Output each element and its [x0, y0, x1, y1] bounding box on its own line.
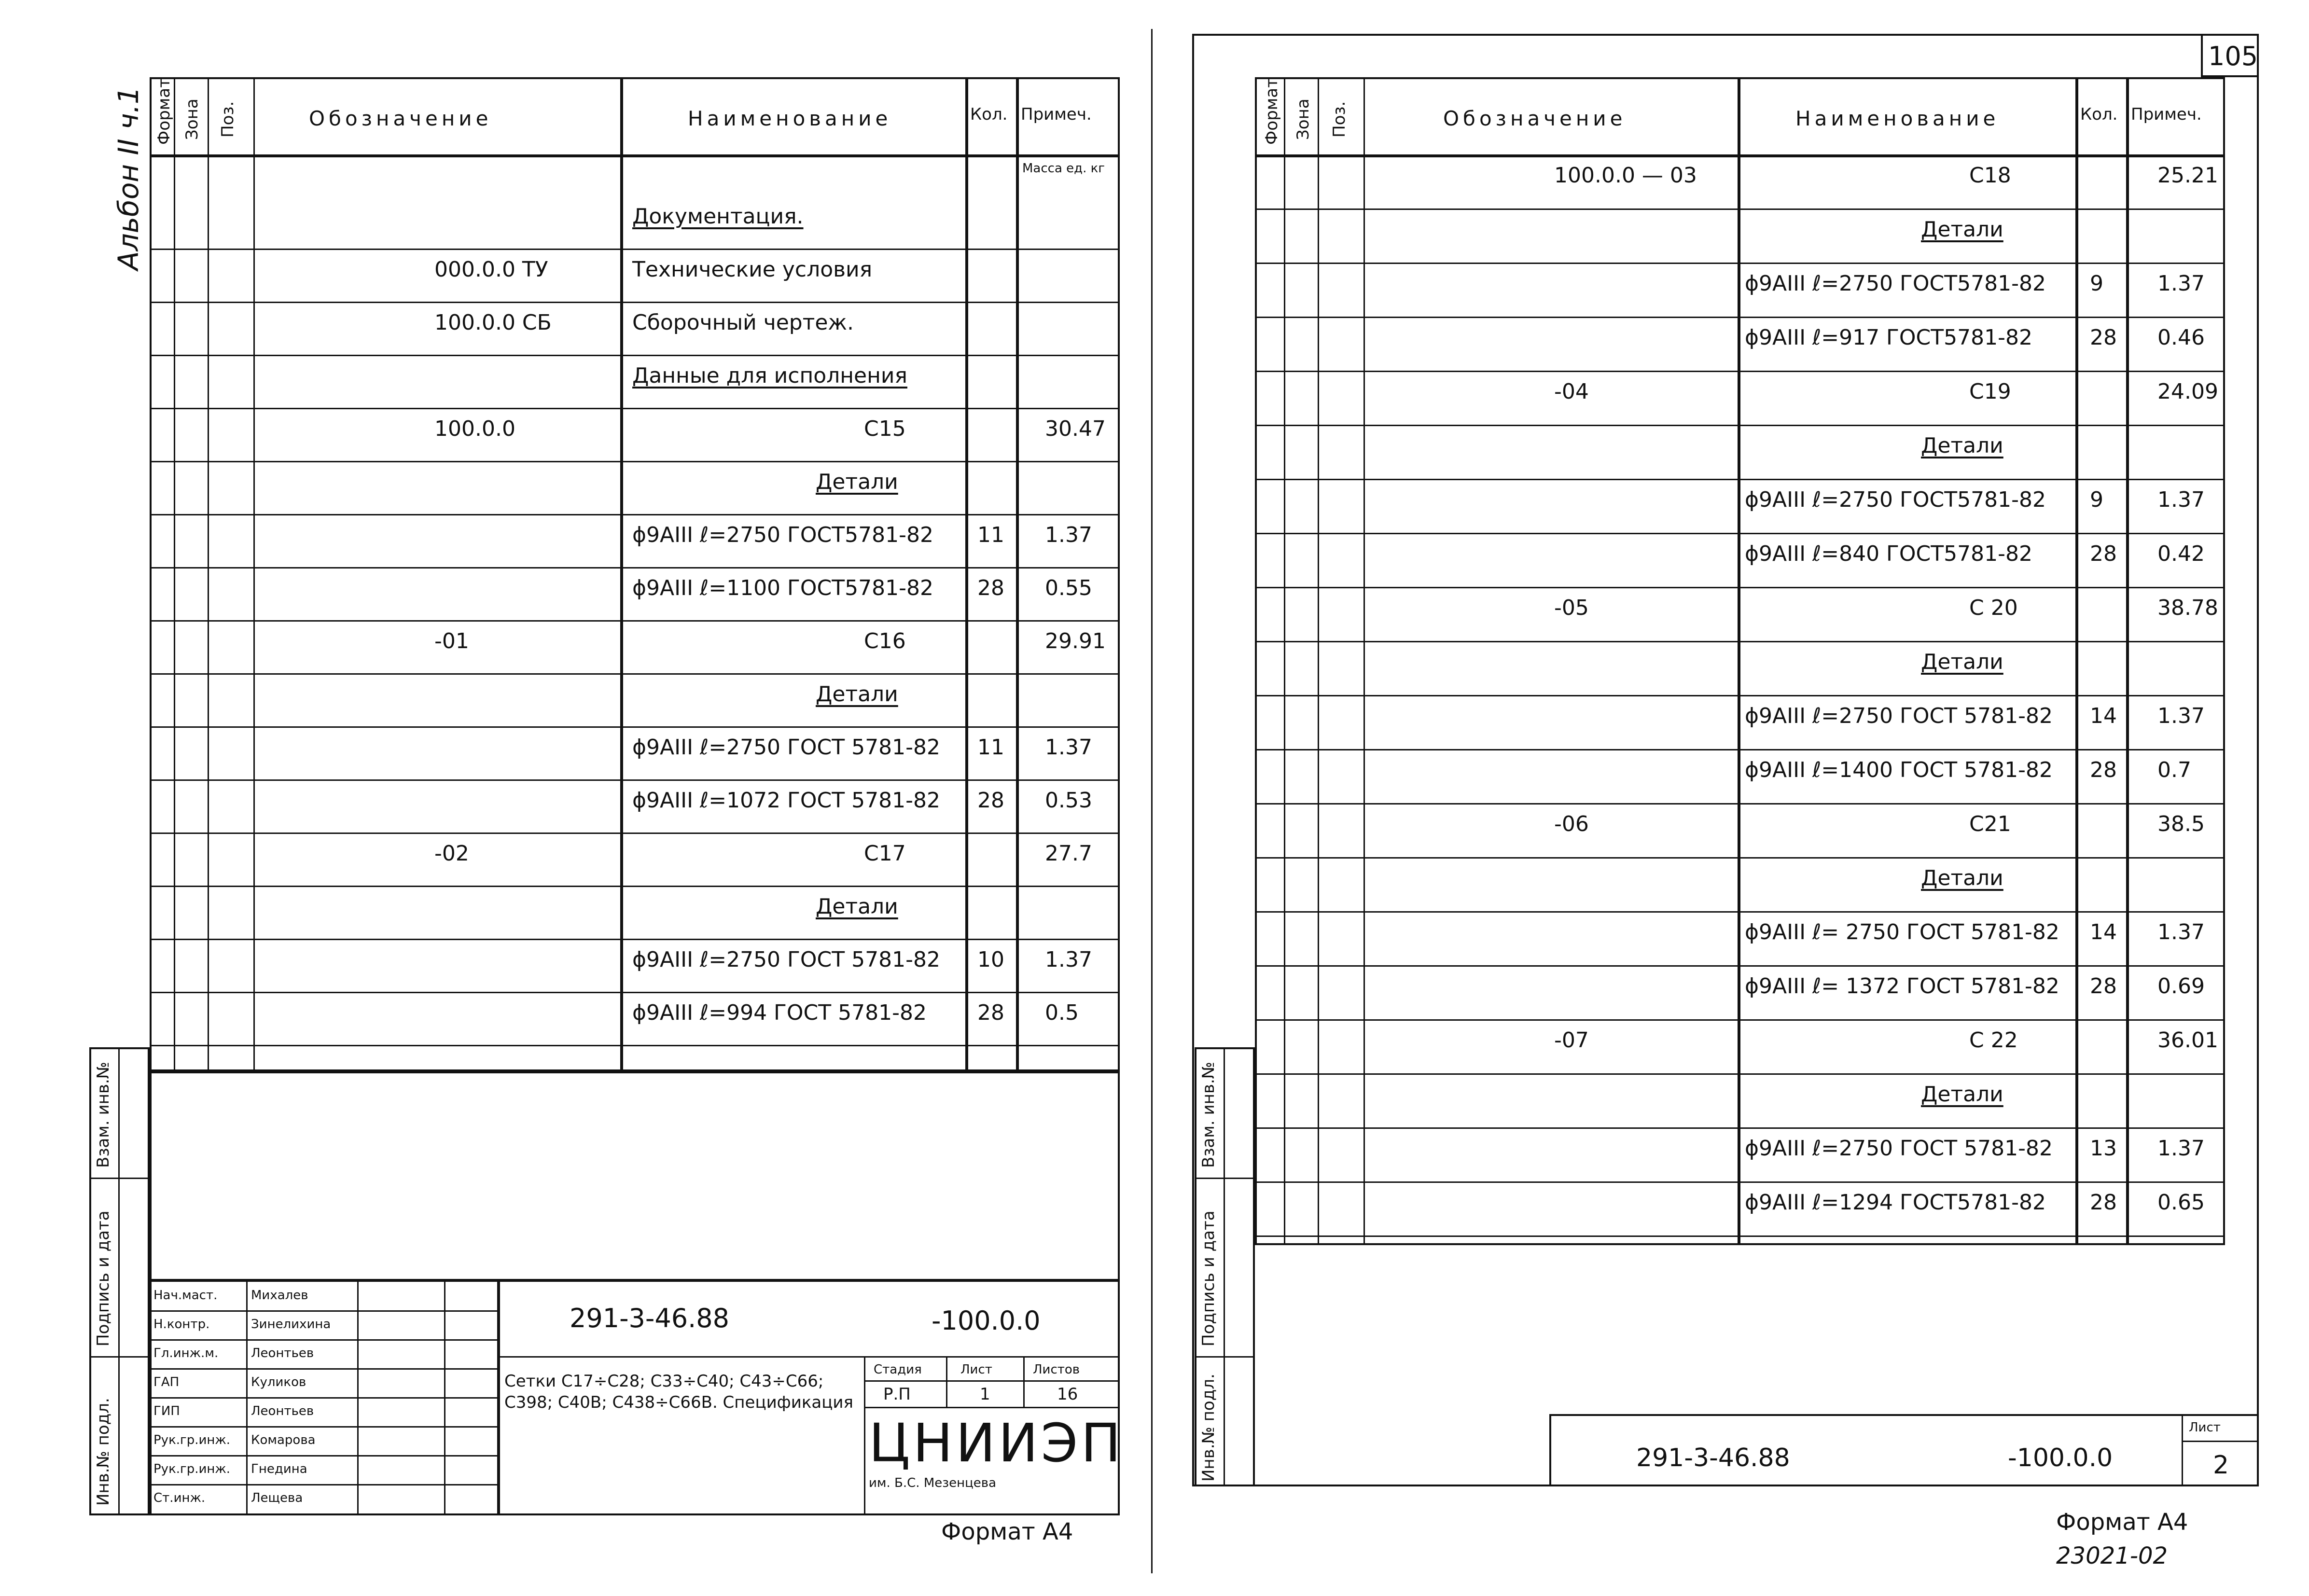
right-row-note: 36.01: [2157, 1028, 2218, 1053]
right-row-note: 1.37: [2157, 1136, 2205, 1161]
left-row-name: Документация.: [632, 204, 804, 229]
left-person-line: [150, 1310, 497, 1312]
left-row-name: Сборочный чертеж.: [632, 310, 854, 335]
left-row-designation: -02: [434, 841, 469, 866]
left-org-logo: ЦНИИЭП: [869, 1412, 1124, 1474]
right-row-line: [1255, 1073, 2225, 1075]
left-col-line: [208, 77, 209, 1071]
right-row-name: Детали: [1921, 866, 2003, 890]
right-row-line: [1255, 749, 2225, 750]
right-row-qty: 28: [2090, 541, 2117, 566]
left-person-role: Гл.инж.м.: [153, 1346, 219, 1360]
left-doc-suffix: -100.0.0: [932, 1305, 1041, 1336]
left-header-note: Примеч.: [1021, 105, 1092, 124]
left-row-name: Технические условия: [632, 257, 873, 282]
left-row-line: [150, 461, 1120, 462]
right-row-name: Детали: [1921, 217, 2003, 242]
right-row-qty: 28: [2090, 1190, 2117, 1215]
right-row-note: 1.37: [2157, 487, 2205, 512]
right-row-designation: -06: [1554, 812, 1589, 836]
left-stamp-vzam: Взам. инв.№: [94, 1061, 113, 1168]
right-row-line: [1255, 1235, 2225, 1237]
left-title-divider: [946, 1356, 947, 1407]
left-person-role: Ст.инж.: [153, 1491, 206, 1505]
left-stage-label: Стадия: [874, 1362, 922, 1377]
right-header-note: Примеч.: [2131, 105, 2202, 124]
right-row-designation: -07: [1554, 1028, 1589, 1053]
right-row-note: 1.37: [2157, 704, 2205, 728]
right-col-line: [1738, 77, 1740, 1245]
left-person-name: Лещева: [251, 1491, 303, 1505]
left-person-name: Михалев: [251, 1288, 308, 1303]
right-row-line: [1255, 263, 2225, 264]
left-title-divider: [864, 1380, 1120, 1382]
right-row-name: ϕ9АIII ℓ= 1372 ГОСТ 5781-82: [1745, 974, 2059, 999]
right-row-name: С18: [1969, 163, 2011, 188]
right-row-line: [1255, 208, 2225, 210]
right-row-qty: 28: [2090, 758, 2117, 782]
right-doc-suffix: -100.0.0: [2008, 1443, 2113, 1472]
left-stamp-podpis: Подпись и дата: [94, 1210, 113, 1346]
left-person-line: [150, 1455, 497, 1457]
left-sheet-number: 1: [980, 1385, 990, 1404]
left-person-role: Нач.маст.: [153, 1288, 218, 1303]
left-row-name: Детали: [816, 682, 898, 707]
left-row-line: [150, 939, 1120, 940]
right-row-line: [1255, 803, 2225, 805]
right-row-line: [1255, 1127, 2225, 1129]
right-stamp-podpis: Подпись и дата: [1199, 1210, 1218, 1346]
left-sheet-label: Лист: [960, 1362, 992, 1377]
right-row-name: С 20: [1969, 596, 2018, 620]
right-row-name: Детали: [1921, 650, 2003, 674]
left-row-line: [150, 673, 1120, 675]
right-header-name: Наименование: [1795, 107, 2000, 130]
right-row-note: 25.21: [2157, 163, 2218, 188]
right-row-qty: 9: [2090, 271, 2103, 296]
left-title-divider: [864, 1407, 1120, 1408]
left-title-divider: [497, 1356, 1120, 1358]
right-row-note: 38.78: [2157, 596, 2218, 620]
left-sheets-count: 16: [1057, 1385, 1078, 1404]
left-col-line: [174, 77, 175, 1071]
right-header-format: Формат: [1262, 78, 1281, 145]
right-col-line: [1284, 77, 1285, 1245]
right-row-line: [1255, 371, 2225, 372]
right-row-line: [1255, 911, 2225, 913]
left-header-qty: Кол.: [970, 105, 1008, 124]
left-side-stamp-divider: [118, 1047, 120, 1515]
left-format-label: Формат А4: [941, 1518, 1073, 1545]
right-sheet-label: Лист: [2189, 1420, 2221, 1435]
left-header-divider: [150, 154, 1120, 157]
left-row-name: ϕ9АIII ℓ=2750 ГОСТ 5781-82: [632, 947, 940, 972]
left-header-zone: Зона: [182, 98, 202, 140]
right-row-line: [1255, 965, 2225, 967]
left-row-line: [150, 1045, 1120, 1046]
right-row-note: 38.5: [2157, 812, 2205, 836]
right-row-qty: 9: [2090, 487, 2103, 512]
right-row-line: [1255, 425, 2225, 426]
right-row-name: ϕ9АIII ℓ=1400 ГОСТ 5781-82: [1745, 758, 2053, 782]
left-row-note: 1.37: [1045, 523, 1092, 547]
left-row-qty: 28: [977, 788, 1004, 813]
left-person-name: Леонтьев: [251, 1346, 314, 1360]
left-title-top: [150, 1279, 1120, 1282]
right-row-designation: 100.0.0 — 03: [1554, 163, 1697, 188]
right-row-note: 0.69: [2157, 974, 2205, 999]
right-format-label: Формат А4: [2056, 1509, 2188, 1536]
right-row-line: [1255, 479, 2225, 480]
left-header-pos: Поз.: [218, 101, 237, 138]
left-sheets-label: Листов: [1033, 1362, 1080, 1377]
right-row-name: С19: [1969, 379, 2011, 404]
right-row-name: ϕ9АIII ℓ=1294 ГОСТ5781-82: [1745, 1190, 2046, 1215]
left-col-line: [965, 77, 968, 1071]
left-row-line: [150, 992, 1120, 993]
left-mass-note: Масса ед. кг: [1022, 161, 1105, 176]
left-row-qty: 28: [977, 576, 1004, 600]
right-row-name: Детали: [1921, 1082, 2003, 1107]
right-header-pos: Поз.: [1330, 101, 1349, 138]
left-stamp-inv: Инв.№ подл.: [94, 1398, 113, 1506]
right-row-name: ϕ9АIII ℓ=840 ГОСТ5781-82: [1745, 541, 2032, 566]
left-col-line: [253, 77, 255, 1071]
left-header-name: Наименование: [688, 107, 892, 130]
top-right-page-number: 105: [2208, 41, 2258, 71]
right-row-name: ϕ9АIII ℓ=917 ГОСТ5781-82: [1745, 325, 2032, 350]
left-row-note: 0.55: [1045, 576, 1092, 600]
left-col-line: [1016, 77, 1019, 1071]
left-person-line: [150, 1397, 497, 1399]
left-row-line: [150, 302, 1120, 303]
left-row-line: [150, 833, 1120, 834]
left-row-line: [150, 620, 1120, 622]
left-row-qty: 11: [977, 735, 1004, 760]
left-header-designation: Обозначение: [309, 107, 492, 130]
left-person-line: [150, 1339, 497, 1341]
right-col-line: [2126, 77, 2129, 1245]
right-row-line: [1255, 533, 2225, 534]
left-row-name: ϕ9АIII ℓ=1072 ГОСТ 5781-82: [632, 788, 940, 813]
left-row-designation: 100.0.0: [434, 416, 515, 441]
right-side-stamp-divider: [1195, 1356, 1255, 1358]
left-side-stamp-divider: [89, 1178, 150, 1179]
right-row-note: 0.7: [2157, 758, 2191, 782]
left-person-role: Рук.гр.инж.: [153, 1462, 231, 1476]
left-row-line: [150, 355, 1120, 356]
left-row-name: Данные для исполнения: [632, 363, 907, 388]
right-row-note: 24.09: [2157, 379, 2218, 404]
right-row-line: [1255, 317, 2225, 318]
left-person-line: [150, 1484, 497, 1485]
right-header-zone: Зона: [1294, 98, 1313, 140]
right-stamp-inv: Инв.№ подл.: [1199, 1374, 1218, 1482]
right-row-qty: 28: [2090, 974, 2117, 999]
right-row-qty: 14: [2090, 704, 2117, 728]
left-row-note: 0.53: [1045, 788, 1092, 813]
right-title-divider: [2182, 1441, 2259, 1442]
right-col-line: [1318, 77, 1319, 1245]
right-row-line: [1255, 857, 2225, 859]
left-row-designation: 100.0.0 СБ: [434, 310, 552, 335]
left-person-name: Комарова: [251, 1433, 316, 1447]
left-person-name: Леонтьев: [251, 1404, 314, 1418]
album-label: Альбон II ч.1: [112, 86, 145, 270]
right-row-note: 0.42: [2157, 541, 2205, 566]
left-row-note: 27.7: [1045, 841, 1092, 866]
left-row-designation: -01: [434, 629, 469, 653]
right-row-name: ϕ9АIII ℓ=2750 ГОСТ5781-82: [1745, 487, 2046, 512]
left-title-divider: [1023, 1356, 1025, 1407]
right-row-line: [1255, 587, 2225, 588]
right-row-note: 1.37: [2157, 271, 2205, 296]
left-row-line: [150, 249, 1120, 250]
left-row-note: 1.37: [1045, 735, 1092, 760]
left-row-line: [150, 408, 1120, 409]
left-row-name: ϕ9АIII ℓ=2750 ГОСТ5781-82: [632, 523, 933, 547]
right-row-note: 0.65: [2157, 1190, 2205, 1215]
left-person-name: Зинелихина: [251, 1317, 331, 1332]
left-row-name: ϕ9АIII ℓ=1100 ГОСТ5781-82: [632, 576, 933, 600]
left-person-role: ГАП: [153, 1375, 180, 1389]
left-person-line: [150, 1368, 497, 1370]
left-row-qty: 10: [977, 947, 1004, 972]
left-row-qty: 28: [977, 1000, 1004, 1025]
left-row-qty: 11: [977, 523, 1004, 547]
left-row-note: 0.5: [1045, 1000, 1079, 1025]
left-side-stamp-divider: [89, 1356, 150, 1358]
left-stage: Р.П: [883, 1385, 911, 1404]
right-row-name: Детали: [1921, 433, 2003, 458]
left-row-name: С16: [864, 629, 906, 653]
sheet-separator: [1151, 29, 1153, 1573]
right-col-line: [2075, 77, 2078, 1245]
left-doc-code: 291-3-46.88: [570, 1303, 729, 1333]
left-row-name: Детали: [816, 470, 898, 494]
right-header-qty: Кол.: [2080, 105, 2118, 124]
right-row-line: [1255, 641, 2225, 642]
left-row-name: С15: [864, 416, 906, 441]
right-row-line: [1255, 1019, 2225, 1021]
right-header-designation: Обозначение: [1443, 107, 1627, 130]
left-org-sub: им. Б.С. Мезенцева: [869, 1476, 997, 1490]
left-row-line: [150, 726, 1120, 728]
right-row-name: С 22: [1969, 1028, 2018, 1053]
archive-number: 23021-02: [2056, 1542, 2168, 1569]
left-person-role: ГИП: [153, 1404, 180, 1418]
left-row-line: [150, 886, 1120, 887]
right-row-qty: 14: [2090, 920, 2117, 944]
left-row-note: 1.37: [1045, 947, 1092, 972]
left-person-name: Куликов: [251, 1375, 306, 1389]
right-row-designation: -05: [1554, 596, 1589, 620]
left-title-divider: [497, 1279, 500, 1515]
right-row-name: С21: [1969, 812, 2011, 836]
left-row-name: ϕ9АIII ℓ=994 ГОСТ 5781-82: [632, 1000, 927, 1025]
left-row-name: Детали: [816, 894, 898, 919]
left-row-note: 29.91: [1045, 629, 1106, 653]
right-row-note: 0.46: [2157, 325, 2205, 350]
right-row-qty: 13: [2090, 1136, 2117, 1161]
left-row-name: С17: [864, 841, 906, 866]
left-header-format: Формат: [154, 78, 174, 145]
left-row-line: [150, 779, 1120, 781]
right-col-line: [1363, 77, 1365, 1245]
right-row-name: ϕ9АIII ℓ=2750 ГОСТ5781-82: [1745, 271, 2046, 296]
right-row-line: [1255, 1181, 2225, 1183]
right-row-name: ϕ9АIII ℓ= 2750 ГОСТ 5781-82: [1745, 920, 2059, 944]
right-row-name: ϕ9АIII ℓ=2750 ГОСТ 5781-82: [1745, 1136, 2053, 1161]
left-person-role: Н.контр.: [153, 1317, 210, 1332]
left-row-name: ϕ9АIII ℓ=2750 ГОСТ 5781-82: [632, 735, 940, 760]
right-title-divider: [2182, 1414, 2183, 1486]
right-row-line: [1255, 695, 2225, 696]
left-person-line: [150, 1426, 497, 1428]
left-title-description: Сетки С17÷С28; С33÷С40; С43÷С66; С398; С40В; С438÷С66В. Спецификация: [504, 1372, 853, 1413]
left-row-line: [150, 514, 1120, 515]
right-row-qty: 28: [2090, 325, 2117, 350]
right-doc-code: 291-3-46.88: [1636, 1443, 1790, 1472]
right-row-name: ϕ9АIII ℓ=2750 ГОСТ 5781-82: [1745, 704, 2053, 728]
right-stamp-vzam: Взам. инв.№: [1199, 1061, 1218, 1168]
left-person-name: Гнедина: [251, 1462, 307, 1476]
left-col-line: [620, 77, 623, 1071]
left-row-line: [150, 567, 1120, 569]
left-row-note: 30.47: [1045, 416, 1106, 441]
left-row-designation: 000.0.0 ТУ: [434, 257, 548, 282]
left-person-role: Рук.гр.инж.: [153, 1433, 231, 1447]
right-row-note: 1.37: [2157, 920, 2205, 944]
right-sheet-number: 2: [2213, 1451, 2229, 1480]
right-row-designation: -04: [1554, 379, 1589, 404]
right-side-stamp-divider: [1224, 1047, 1225, 1486]
right-side-stamp-divider: [1195, 1178, 1255, 1179]
